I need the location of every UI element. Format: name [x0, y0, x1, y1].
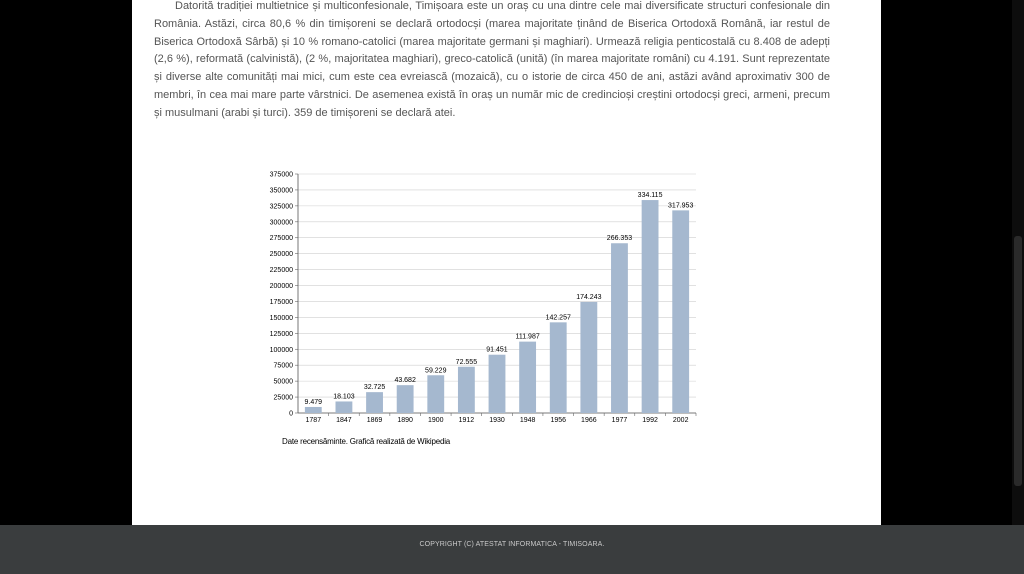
y-tick-label: 375000 — [269, 171, 293, 179]
y-tick-label: 100000 — [269, 346, 293, 354]
data-label: 266.353 — [606, 235, 633, 243]
article-paragraph — [154, 0, 830, 123]
x-tick-label: 1787 — [305, 417, 322, 424]
y-tick-label: 275000 — [269, 235, 293, 243]
y-tick-label: 325000 — [269, 203, 293, 211]
y-tick-label: 75000 — [273, 362, 293, 370]
footer-copyright: COPYRIGHT (C) ATESTAT INFORMATICA - TIMISOARA. — [419, 541, 605, 548]
x-tick-label: 1930 — [489, 417, 505, 424]
y-tick-label: 200000 — [269, 283, 293, 291]
bar — [580, 302, 597, 413]
y-tick-label: 250000 — [269, 251, 293, 259]
bar — [397, 385, 414, 413]
x-tick-label: 1900 — [427, 417, 444, 424]
bar — [427, 375, 444, 413]
data-label: 9.479 — [304, 398, 323, 406]
footer — [0, 525, 1024, 574]
data-label: 174.243 — [576, 293, 602, 301]
bar — [336, 401, 353, 413]
x-tick-label: 1956 — [550, 417, 567, 424]
bar — [489, 355, 506, 413]
x-tick-label: 1992 — [642, 417, 658, 424]
data-label: 334.115 — [637, 192, 663, 200]
bar — [458, 367, 475, 413]
x-tick-label: 1948 — [519, 417, 536, 424]
bar — [672, 210, 689, 413]
data-label: 32.725 — [363, 384, 386, 392]
article-page — [132, 0, 881, 525]
data-label: 142.257 — [545, 314, 571, 322]
scrollbar-thumb[interactable] — [1014, 236, 1022, 486]
paragraph-text: Datorită tradiției multietnice și multiconfesionale, Timișoara este un oraș cu una dintre cele mai diversificate structuri confesionale din România. Astăzi, circa 80,6 % din timișoreni se declară ortodocși (marea majoritate ținând de Biserica Ortodoxă Română, iar restul de Biserica Ortodoxă Sârbă) și 10 % romano-catolici (marea majoritate germani și maghiari). Urmează religia penticostală cu 8.408 de adepți (2,6 %), reformată (calvinistă), (2 %, majoritatea maghiari), greco-catolică (unită) (în marea majoritate români) cu 4.191. Sunt reprezentate și diverse alte comunități mai mici, cum este cea evreiască (mozaică), cu o istorie de circa 450 de ani, astăzi având aproximativ 300 de membri, în cea mai mare parte vârstnici. De asemenea există în oraș un număr mic de credincioși creștini ortodocși greci, armeni, precum și musulmani (arabi și turci). 359 de timișoreni se declară atei. — [154, 0, 830, 119]
x-tick-label: 1912 — [458, 417, 475, 424]
x-tick-label: 1869 — [366, 417, 383, 424]
bar — [519, 342, 536, 413]
data-label: 18.103 — [333, 393, 355, 401]
population-chart — [269, 162, 714, 452]
y-tick-label: 225000 — [269, 267, 293, 275]
y-tick-label: 50000 — [273, 378, 293, 386]
chart-caption: Date recensăminte. Grafică realizată de Wikipedia — [282, 437, 451, 446]
x-tick-label: 1847 — [336, 417, 352, 424]
data-label: 59.229 — [425, 367, 447, 375]
bar — [366, 392, 383, 413]
bar — [611, 243, 628, 413]
chart-svg — [269, 162, 714, 452]
data-label: 91.451 — [486, 346, 508, 354]
data-label: 317.953 — [668, 202, 694, 210]
y-tick-label: 175000 — [269, 298, 293, 306]
x-tick-label: 1966 — [581, 417, 597, 424]
y-tick-label: 25000 — [273, 394, 293, 402]
bar — [642, 200, 659, 413]
x-tick-label: 1977 — [611, 417, 628, 424]
y-tick-label: 300000 — [269, 219, 293, 227]
y-tick-label: 150000 — [269, 314, 293, 322]
x-tick-label: 1890 — [397, 417, 413, 424]
scrollbar[interactable] — [1012, 0, 1024, 525]
x-tick-label: 2002 — [672, 417, 689, 424]
data-label: 72.555 — [455, 358, 478, 366]
bar — [305, 407, 322, 413]
bar — [550, 322, 567, 413]
data-label: 43.682 — [394, 377, 416, 385]
data-label: 111.987 — [515, 333, 540, 341]
y-tick-label: 0 — [289, 410, 293, 418]
y-tick-label: 125000 — [269, 330, 293, 338]
y-tick-label: 350000 — [269, 187, 293, 195]
